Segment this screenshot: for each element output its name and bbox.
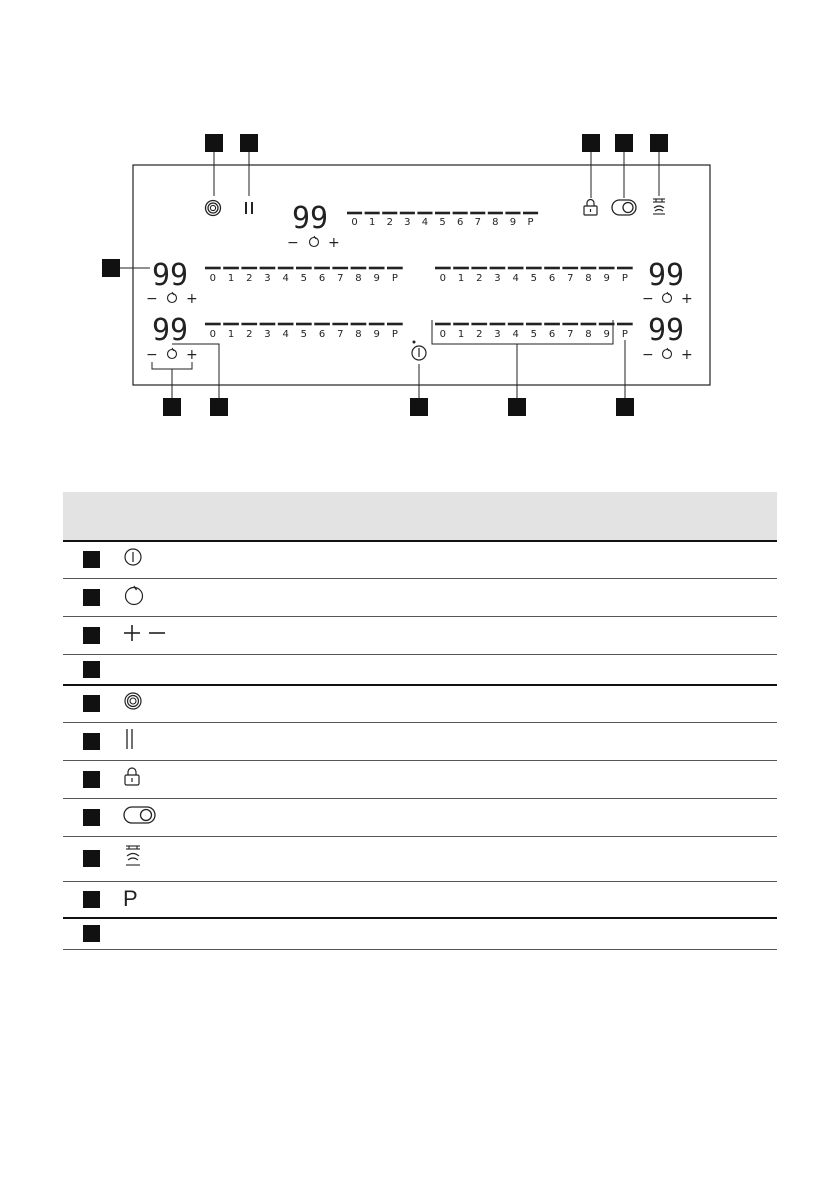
- power-level-label: 1: [457, 329, 465, 340]
- power-level-label: 0: [209, 273, 217, 284]
- power-icon: [123, 547, 143, 572]
- callout-marker: [163, 398, 181, 416]
- legend-row: [63, 836, 777, 881]
- timer-minus[interactable]: −: [287, 235, 299, 251]
- legend-table: [63, 492, 777, 950]
- digit-display-left-front: 99: [152, 258, 189, 293]
- timer-plus[interactable]: +: [681, 291, 693, 307]
- power-level-label: 9: [603, 273, 610, 284]
- toggle-icon: [123, 805, 157, 830]
- pause-icon[interactable]: [246, 202, 252, 214]
- power-level-label: 2: [476, 273, 483, 284]
- power-level-label: P: [391, 273, 398, 284]
- power-level-label: 0: [439, 329, 447, 340]
- timer-control-top[interactable]: [287, 235, 340, 251]
- legend-number-marker: [83, 627, 100, 644]
- power-level-label: 5: [300, 273, 308, 284]
- power-level-label: 4: [421, 217, 429, 228]
- legend-number-marker: [83, 589, 100, 606]
- power-level-label: 2: [386, 217, 393, 228]
- legend-row: [63, 578, 777, 616]
- power-level-label: 1: [457, 273, 465, 284]
- power-level-label: 7: [337, 273, 344, 284]
- timer-control-left-rear[interactable]: [146, 347, 198, 363]
- timer-plus[interactable]: +: [328, 235, 340, 251]
- hob-hood-icon: [123, 844, 143, 873]
- power-level-label: 6: [548, 329, 556, 340]
- timer-minus[interactable]: −: [146, 347, 158, 363]
- legend-row: [63, 881, 777, 918]
- power-level-label: 4: [282, 273, 289, 284]
- timer-minus[interactable]: −: [146, 291, 158, 307]
- power-level-label: 4: [512, 329, 519, 340]
- power-level-label: 6: [318, 329, 326, 340]
- digit-display-left-rear: 99: [152, 313, 189, 348]
- power-level-label: 1: [227, 329, 235, 340]
- power-level-label: 3: [494, 273, 501, 284]
- power-level-label: 3: [264, 273, 271, 284]
- timer-control-left-front[interactable]: [146, 291, 198, 307]
- legend-row: [63, 685, 777, 722]
- legend-header-cell: [123, 492, 415, 541]
- control-panel-diagram: [0, 0, 839, 480]
- legend-number-marker: [83, 850, 100, 867]
- power-level-label: 5: [530, 273, 538, 284]
- power-boost-icon: P: [123, 886, 138, 912]
- power-level-label: 3: [494, 329, 501, 340]
- hob-hood-icon[interactable]: [653, 199, 665, 214]
- power-level-label: 7: [567, 329, 574, 340]
- power-level-label: 6: [318, 273, 326, 284]
- power-level-label: 1: [227, 273, 235, 284]
- power-level-label: 0: [209, 329, 217, 340]
- timer-plus[interactable]: +: [186, 347, 198, 363]
- legend-number-marker: [83, 925, 100, 942]
- callout-marker: [205, 134, 223, 152]
- power-level-label: P: [527, 217, 534, 228]
- power-level-label: 8: [492, 217, 499, 228]
- lock-icon[interactable]: [584, 200, 597, 215]
- power-level-label: 7: [567, 273, 574, 284]
- digit-display-right-front: 99: [648, 258, 685, 293]
- legend-number-marker: [83, 771, 100, 788]
- timer-control-right-front[interactable]: [642, 291, 693, 307]
- lock-icon: [123, 767, 141, 792]
- callout-marker: [508, 398, 526, 416]
- legend-number-marker: [83, 891, 100, 908]
- timer-icon[interactable]: [663, 348, 672, 359]
- power-level-bars[interactable]: [205, 213, 633, 340]
- bridge-zone-icon[interactable]: [206, 201, 221, 216]
- power-level-label: P: [621, 329, 628, 340]
- callout-marker: [210, 398, 228, 416]
- power-level-label: P: [621, 273, 628, 284]
- legend-header-cell: [415, 492, 777, 541]
- digit-display-right-rear: 99: [648, 313, 685, 348]
- power-level-label: 2: [246, 329, 253, 340]
- power-level-label: 9: [603, 329, 610, 340]
- timer-icon[interactable]: [663, 292, 672, 303]
- timer-plus[interactable]: +: [186, 291, 198, 307]
- power-level-label: 4: [282, 329, 289, 340]
- legend-header-cell: [63, 492, 123, 541]
- power-level-label: 3: [264, 329, 271, 340]
- timer-plus[interactable]: +: [681, 347, 693, 363]
- power-level-label: P: [391, 329, 398, 340]
- power-level-label: 8: [585, 273, 592, 284]
- legend-number-marker: [83, 551, 100, 568]
- legend-row: [63, 541, 777, 578]
- power-level-label: 8: [585, 329, 592, 340]
- legend-row: [63, 918, 777, 949]
- power-level-label: 9: [509, 217, 517, 228]
- legend-number-marker: [83, 809, 100, 826]
- legend-number-marker: [83, 661, 100, 678]
- power-level-label: 8: [355, 329, 362, 340]
- toggle-icon[interactable]: [612, 200, 636, 215]
- timer-icon: [123, 584, 145, 611]
- timer-control-right-rear[interactable]: [642, 347, 693, 363]
- callout-marker: [616, 398, 634, 416]
- power-level-label: 9: [373, 273, 380, 284]
- callout-marker: [410, 398, 428, 416]
- legend-row: [63, 760, 777, 798]
- timer-minus[interactable]: −: [642, 347, 654, 363]
- timer-minus[interactable]: −: [642, 291, 654, 307]
- legend-row: [63, 616, 777, 654]
- callout-marker: [615, 134, 633, 152]
- timer-icon[interactable]: [310, 236, 319, 247]
- callout-marker: [582, 134, 600, 152]
- power-level-label: 0: [351, 217, 358, 228]
- power-level-label: 8: [355, 273, 362, 284]
- legend-number-marker: [83, 733, 100, 750]
- timer-icon[interactable]: [168, 292, 177, 303]
- power-level-label: 2: [246, 273, 253, 284]
- legend-row: [63, 798, 777, 836]
- power-level-label: 5: [439, 217, 446, 228]
- callout-marker: [240, 134, 258, 152]
- power-level-label: 9: [373, 329, 380, 340]
- power-level-label: 5: [300, 329, 308, 340]
- power-level-label: 1: [368, 217, 376, 228]
- bridge-zone-icon: [123, 691, 143, 716]
- power-level-label: 3: [404, 217, 411, 228]
- digit-display-top: 99: [292, 201, 329, 236]
- callout-marker: [650, 134, 668, 152]
- power-level-label: 4: [512, 273, 519, 284]
- power-level-label: 5: [530, 329, 538, 340]
- power-level-label: 6: [456, 217, 464, 228]
- legend-number-marker: [83, 695, 100, 712]
- legend-row: [63, 722, 777, 760]
- plus-minus-icon: [123, 623, 167, 648]
- legend-row: [63, 654, 777, 685]
- pause-icon: [123, 728, 137, 755]
- power-level-label: 6: [548, 273, 556, 284]
- power-icon[interactable]: [412, 341, 426, 361]
- callout-marker: [102, 259, 120, 277]
- timer-icon[interactable]: [168, 348, 177, 359]
- power-level-label: 0: [439, 273, 447, 284]
- power-level-label: 7: [474, 217, 481, 228]
- power-level-label: 2: [476, 329, 483, 340]
- power-level-label: 7: [337, 329, 344, 340]
